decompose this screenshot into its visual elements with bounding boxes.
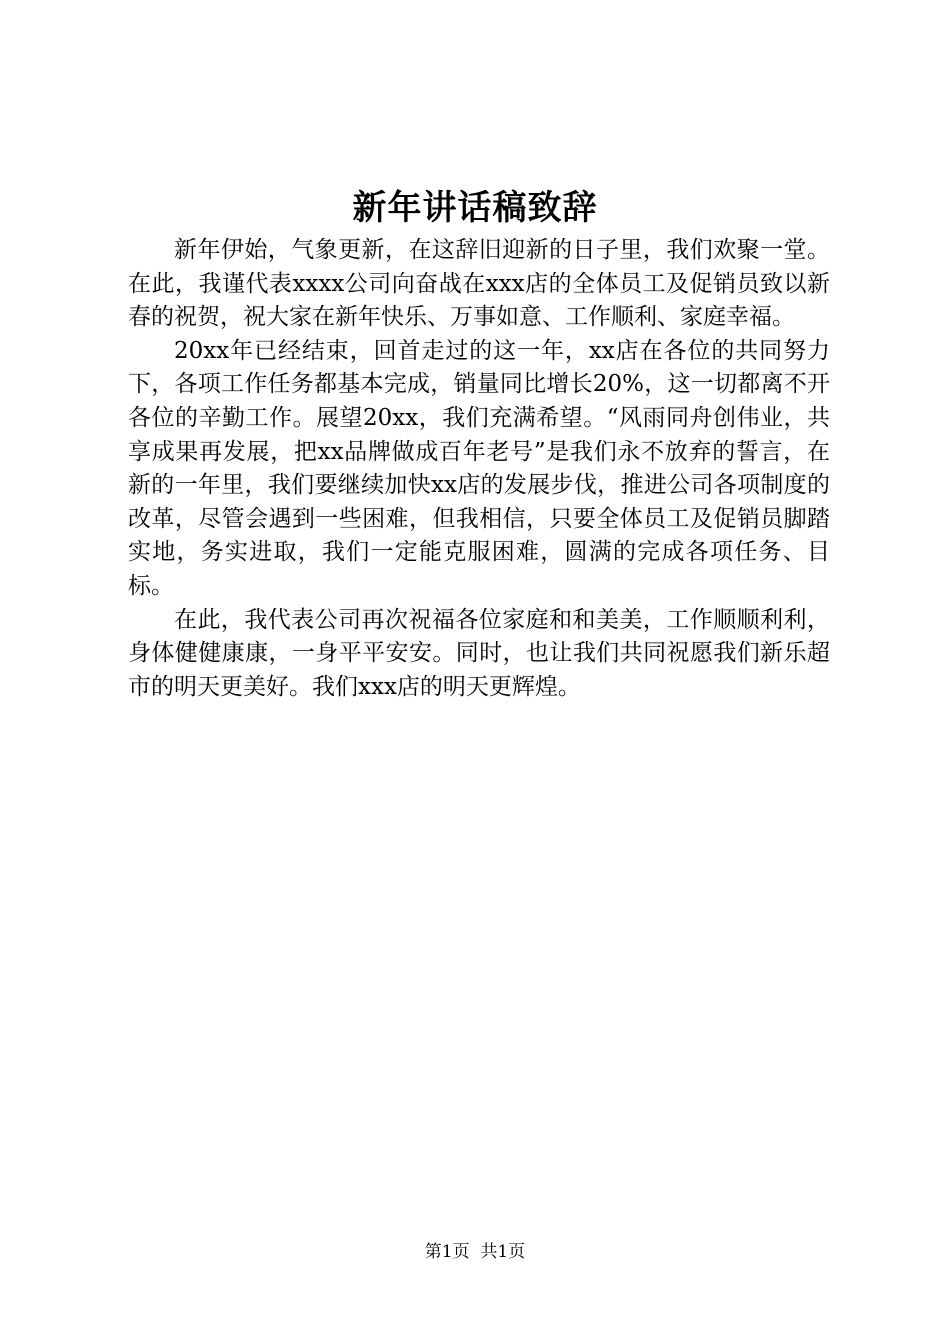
document-title: 新年讲话稿致辞 [352, 188, 598, 228]
paragraph-blessing: 在此，我代表公司再次祝福各位家庭和和美美，工作顺顺利利，身体健健康康，一身平平安安。同时，也让我们共同祝愿我们新乐超市的明天更美好。我们xxx店的明天更辉煌。 [128, 606, 830, 700]
page-footer: 第1页 共1页 [424, 1242, 526, 1262]
paragraph-greeting: 新年伊始，气象更新，在这辞旧迎新的日子里，我们欢聚一堂。在此，我谨代表xxxx公司向奋战在xxx店的全体员工及促销员致以新春的祝贺，祝大家在新年快乐、万事如意、工作顺利、家庭幸福。 [128, 237, 830, 331]
paragraph-review: 20xx年已经结束，回首走过的这一年，xx店在各位的共同努力下，各项工作任务都基本完成，销量同比增长20%，这一切都离不开各位的辛勤工作。展望20xx，我们充满希望。“风雨同舟创伟业，共享成果再发展，把xx品牌做成百年老号”是我们永不放弃的誓言，在新的一年里，我们要继续加快xx店的发展步伐，推进公司各项制度的改革，尽管会遇到一些困难，但我相信，只要全体员工及促销员脚踏实地，务实进取，我们一定能克服困难，圆满的完成各项任务、目标。 [128, 337, 830, 599]
document-body [128, 234, 830, 704]
